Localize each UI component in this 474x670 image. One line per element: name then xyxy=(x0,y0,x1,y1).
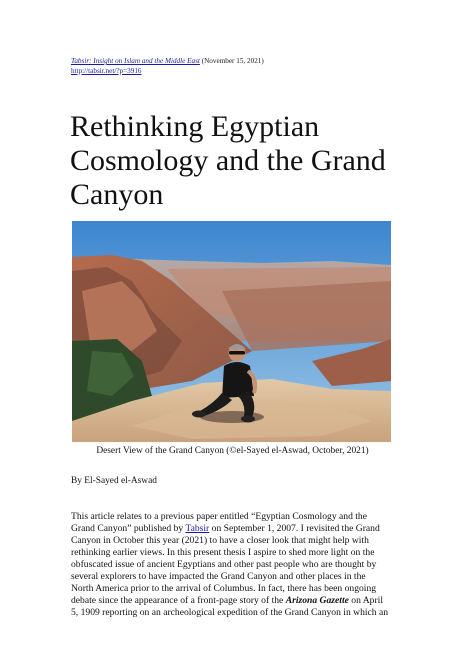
title-line: Cosmology and the Grand xyxy=(70,144,386,177)
publication-date: (November 15, 2021) xyxy=(201,57,264,65)
body-line: rethinking earlier views. In this present thesis I aspire to shed more light on the xyxy=(71,547,375,558)
author-byline: By El-Sayed el-Aswad xyxy=(71,476,157,486)
body-line: 5, 1909 reporting on an archeological expedition of the Grand Canyon in which an xyxy=(71,607,389,618)
article-body xyxy=(71,511,407,619)
body-line xyxy=(71,523,407,535)
publication-link[interactable]: Tabsir: Insight on Islam and the Middle East xyxy=(71,57,200,65)
body-text-segment: Grand Canyon” published by xyxy=(71,523,186,534)
page-title xyxy=(70,110,430,212)
body-line: obfuscated issue of ancient Egyptians and other past people who are thought by xyxy=(71,559,377,570)
newspaper-name: Arizona Gazette xyxy=(285,595,349,606)
title-line: Canyon xyxy=(70,178,164,211)
source-url-link[interactable]: http://tabsir.net/?p=3916 xyxy=(71,67,142,75)
body-text-segment: debate since the appearance of a front-page story of the xyxy=(71,595,286,606)
source-citation xyxy=(71,56,264,76)
grand-canyon-photo xyxy=(72,221,391,442)
tabsir-link[interactable]: Tabsir xyxy=(185,523,210,534)
body-line: This article relates to a previous paper entitled “Egyptian Cosmology and the xyxy=(71,511,367,522)
body-line: Canyon in October this year (2021) to have a closer look that might help with xyxy=(71,535,369,546)
body-line: several explorers to have impacted the Grand Canyon and other places in the xyxy=(71,571,366,582)
body-line: North America prior to the arrival of Columbus. In fact, there has been ongoing xyxy=(71,583,377,594)
title-line: Rethinking Egyptian xyxy=(70,110,320,143)
body-text-segment: on September 1, 2007. I revisited the Grand xyxy=(209,523,380,534)
body-line xyxy=(71,595,407,607)
body-text-segment: on April xyxy=(348,595,383,606)
canyon-scene-illustration xyxy=(72,221,391,442)
figure-caption: Desert View of the Grand Canyon (©el-Sayed el-Aswad, October, 2021) xyxy=(96,446,369,456)
